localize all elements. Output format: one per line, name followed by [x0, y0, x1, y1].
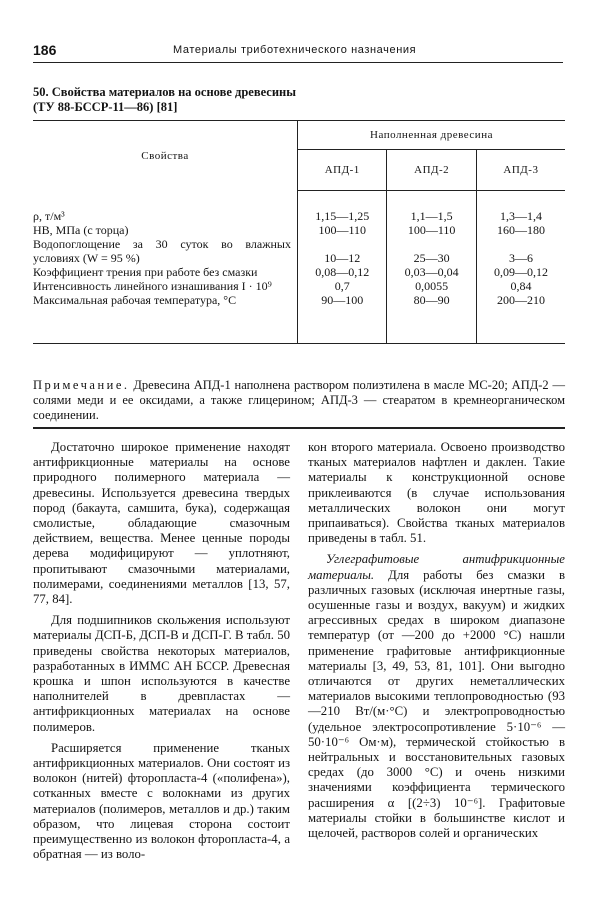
cell-value: 90—100 [298, 293, 387, 344]
paragraph-continued: кон второго материала. Освоено производство тканых материалов нафтлен и даклен. Такие материалы к конструкционной основе приклеиваются (в случае использования металлических волокон они могут припаиваться). Свойства тканых материалов приведены в табл. 51. [308, 440, 565, 546]
cell-value: 0,09—0,12 [476, 265, 565, 279]
table-row [33, 191, 565, 224]
cell-value: 0,7 [298, 279, 387, 293]
cell-value: 0,03—0,04 [387, 265, 476, 279]
table-row [33, 237, 565, 265]
cell-value: 1,3—1,4 [476, 191, 565, 224]
properties-table [33, 120, 565, 344]
column-header-properties: Свойства [33, 121, 298, 191]
table-row [33, 293, 565, 344]
table-title [33, 85, 296, 115]
cell-value: 160—180 [476, 223, 565, 237]
cell-value: 3—6 [476, 237, 565, 265]
cell-value: 1,1—1,5 [387, 191, 476, 224]
column-header-apd-1: АПД-1 [298, 150, 387, 191]
row-label: Интенсивность линейного изнашивания I · 10⁹ [33, 279, 272, 293]
row-label: Водопоглощение за 30 суток во влажных условиях (W = 95 %) [33, 237, 291, 265]
cell-value: 0,08—0,12 [298, 265, 387, 279]
cell-value: 1,15—1,25 [298, 191, 387, 224]
cell-value: 100—110 [387, 223, 476, 237]
cell-value: 10—12 [298, 237, 387, 265]
table-title-line-1: 50. Свойства материалов на основе древесины [33, 85, 297, 99]
paragraph: Расширяется применение тканых антифрикционных материалов. Они состоят из волокон (нитей) фторопласта-4 («полифена»), сотканных вместе с волокнами из других материалов (полимеров, металлов и др.) таким образом, что лицевая сторона состоит преимущественно из волокон фторопласта-4, а обратная — из воло- [33, 740, 290, 862]
row-label: Коэффициент трения при работе без смазки [33, 265, 258, 279]
column-header-apd-2: АПД-2 [387, 150, 476, 191]
note-label: Примечание. [33, 378, 130, 392]
table-title-line-2: (ТУ 88-БССР-11—86) [81] [33, 100, 178, 114]
cell-value: 100—110 [298, 223, 387, 237]
running-title: Материалы триботехнического назначения [173, 44, 417, 56]
paragraph [308, 552, 565, 841]
table-row [33, 279, 565, 293]
paragraph: Для подшипников скольжения используют материалы ДСП-Б, ДСП-В и ДСП-Г. В табл. 50 приведены свойства некоторых материалов, разработанных в ИММС АН БССР. Древесная крошка и шпон используются в качестве наполнителей в древпластах — антифрикционных материалах на основе полимеров. [33, 613, 290, 734]
cell-value: 80—90 [387, 293, 476, 344]
row-label: ρ, т/м³ [33, 209, 65, 223]
note-text: Древесина АПД-1 наполнена раствором полиэтилена в масле МС-20; АПД-2 — солями меди и ее оксидами, а также глицерином; АПД-3 — стеаратом в кремнеорганическом соединении. [33, 378, 566, 422]
paragraph-text: Для работы без смазки в различных газовых (исключая инертные газы, осушенные газы и воздух, вакуум) и жидких агрессивных средах в широком диапазоне температур (от —200 до +2000 °С) нашли применение графитовые антифрикционные материалы [3, 49, 53, 81, 101]. Они выгодно отличаются от других неметаллических материалов высокими теплопроводностью (93—210 Вт/(м·°С) и электропроводностью (удельное электросопротивление 5·10⁻⁶ — 50·10⁻⁶ Ом·м), термической стойкостью в нейтральных и восстановительных газовых средах (до 3000 °С) и очень низкими значениями коэффициента термического расширения α [(2÷3) 10⁻⁶]. Графитовые материалы стойки в большинстве кислот и щелочей, растворов солей и органических [308, 567, 565, 841]
section-divider [33, 427, 565, 429]
table-row [33, 265, 565, 279]
body-column-right [308, 440, 565, 841]
paragraph: Достаточно широкое применение находят антифрикционные материалы на основе природного полимерного материала — древесины. Используется древесина твердых пород (бакаута, самшита, бука), содержащая смолистые, обладающие смазочным действием, вещества. Менее ценные породы дерева модифицируют — уплотняют, пропитывают смазочными материалами, полимерами, соединениями металлов [13, 57, 77, 84]. [33, 440, 290, 607]
column-group-header: Наполненная древесина [298, 121, 566, 150]
cell-value: 0,0055 [387, 279, 476, 293]
column-header-apd-3: АПД-3 [476, 150, 565, 191]
page-number: 186 [33, 42, 57, 58]
body-column-left [33, 440, 290, 862]
row-label: Максимальная рабочая температура, °С [33, 293, 298, 344]
page-header [33, 40, 563, 63]
table-row [33, 223, 565, 237]
section-heading: Углеграфитовые антифрикционные материалы. [308, 552, 565, 582]
table-note [33, 378, 565, 423]
cell-value: 25—30 [387, 237, 476, 265]
cell-value: 200—210 [476, 293, 565, 344]
cell-value: 0,84 [476, 279, 565, 293]
row-label: НВ, МПа (с торца) [33, 223, 129, 237]
